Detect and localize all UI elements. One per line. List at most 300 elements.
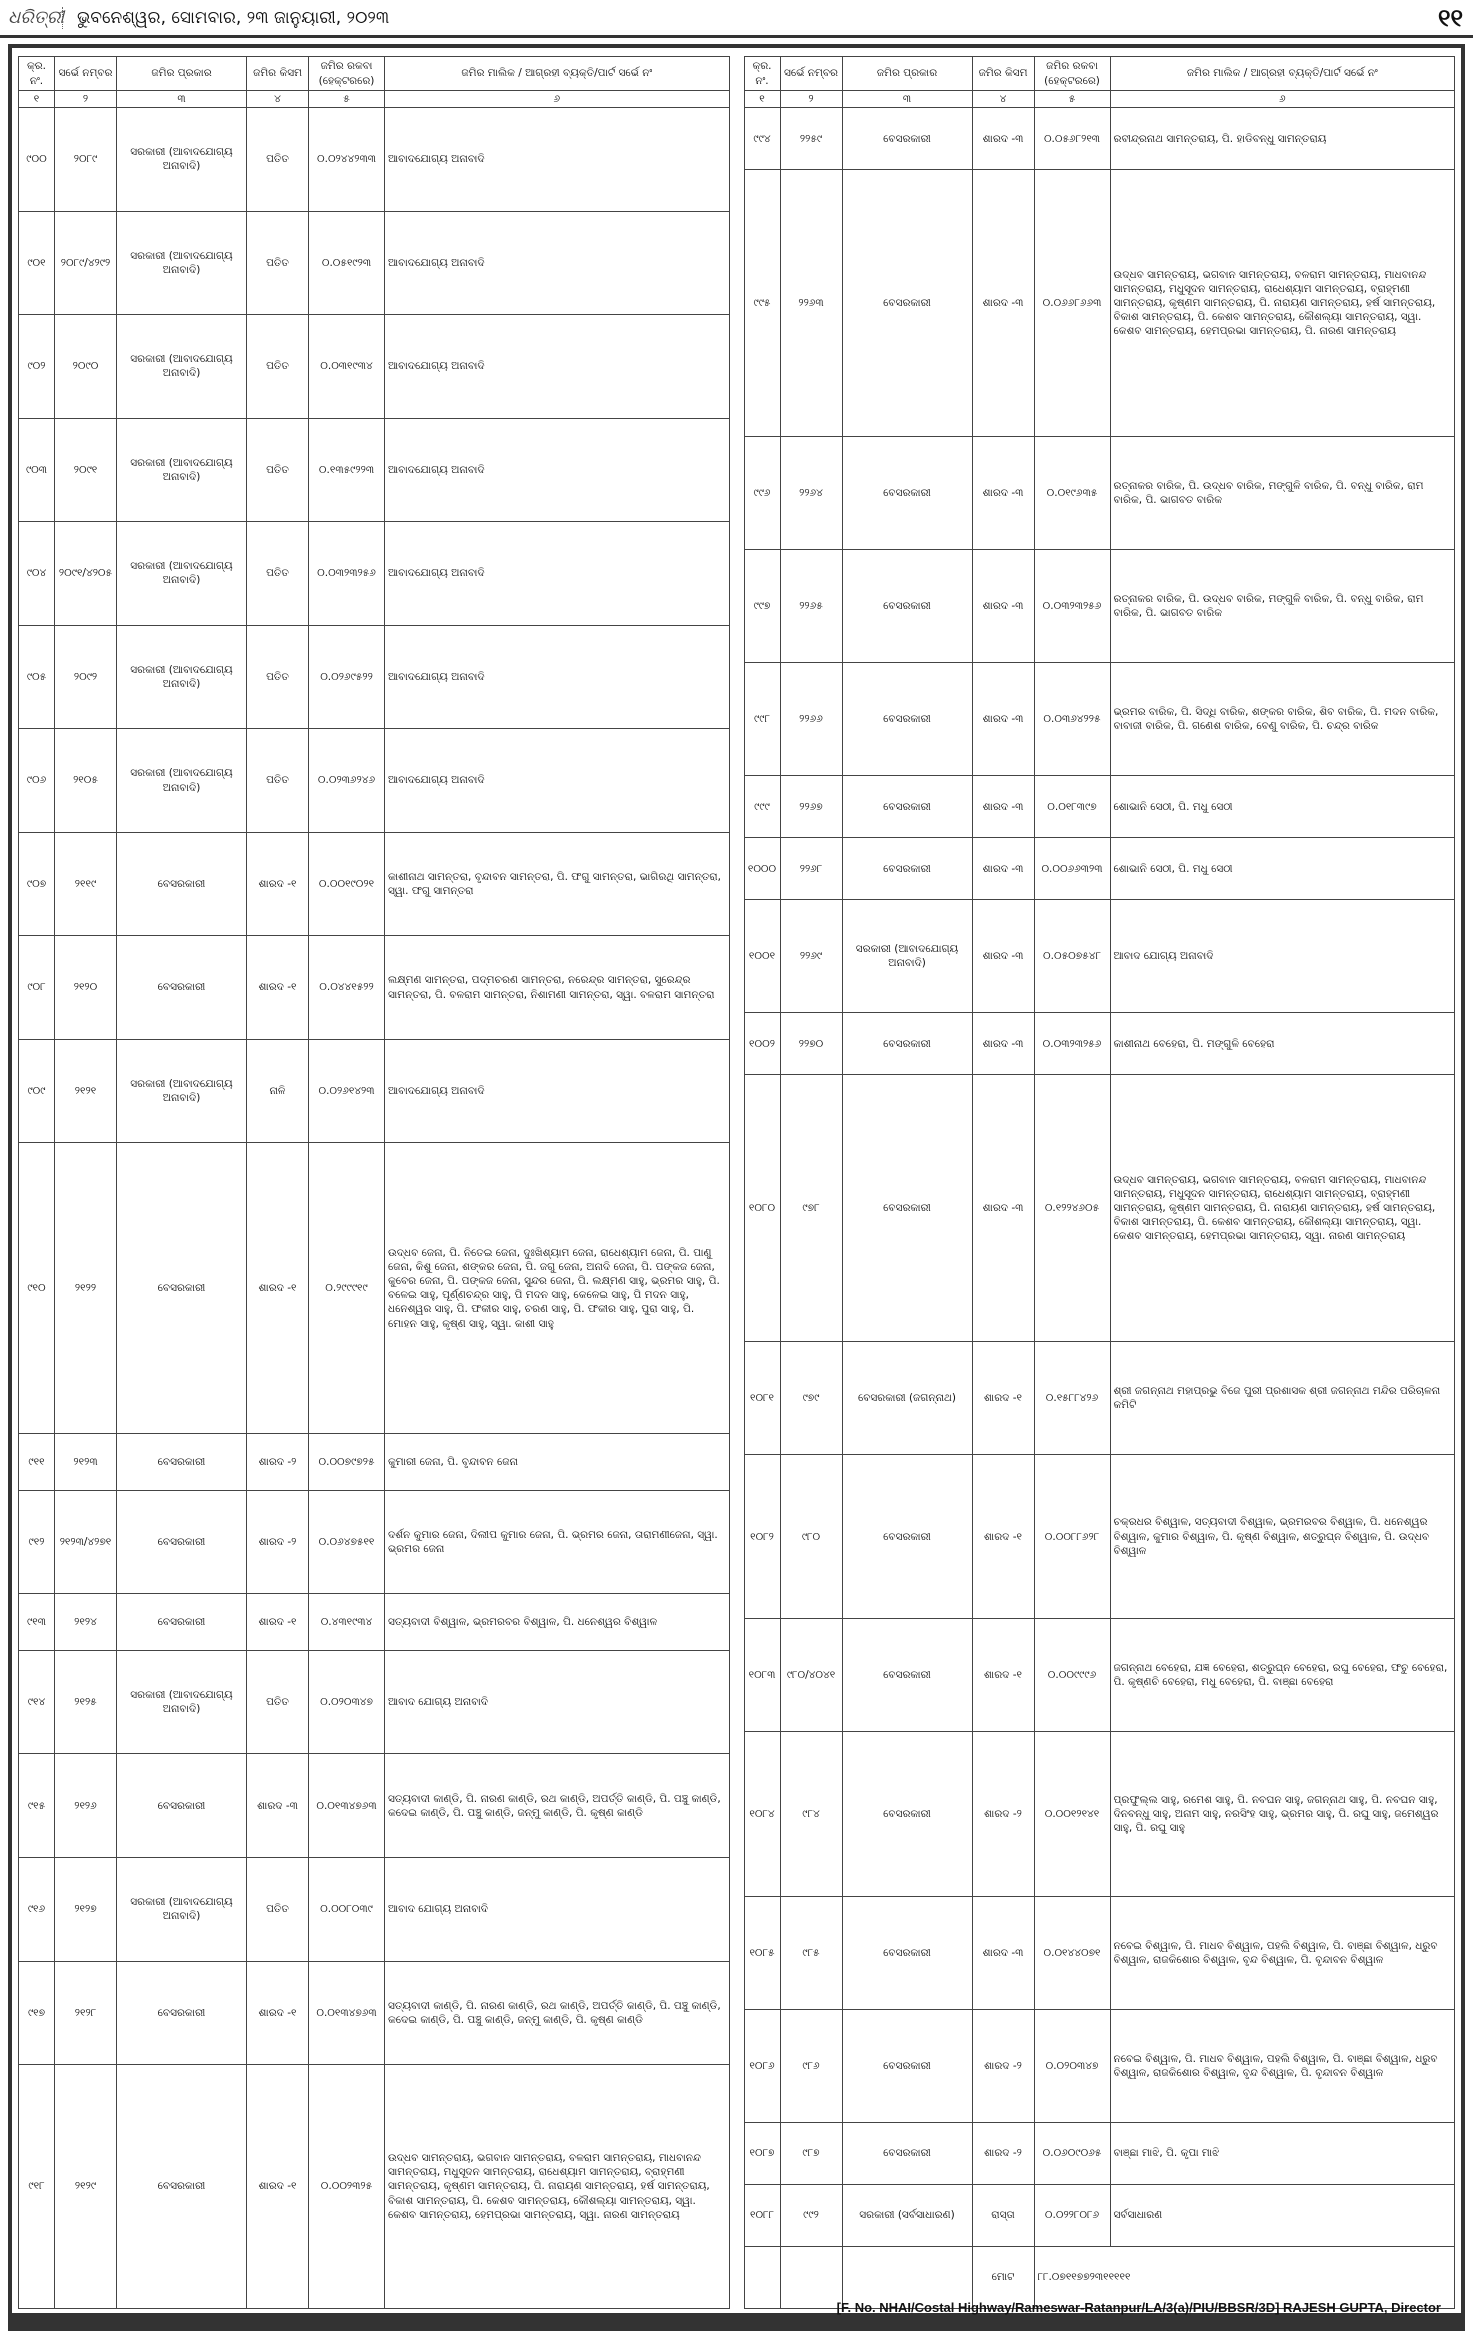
owner-names: ଆବାଦ ଯୋଗ୍ୟ ଅନାବାଦି bbox=[385, 1858, 730, 1962]
area-hectare: ୦.୦୩୨୩୨୫୬ bbox=[1034, 549, 1110, 662]
survey-no: ୨୨୫୯ bbox=[780, 108, 842, 170]
land-type: ସରକାରୀ (ଆବାଦଯୋଗ୍ୟ ଅନାବାଦି) bbox=[842, 900, 972, 1013]
area-hectare: ୦.୧୩୫୯୨୨୩ bbox=[309, 418, 385, 522]
land-class: ପତିତ bbox=[247, 1858, 309, 1962]
table-row bbox=[19, 1858, 730, 1962]
column-index: ୪ bbox=[247, 91, 309, 108]
land-class: ପତିତ bbox=[247, 211, 309, 315]
land-class: ଶାରଦ -୩ bbox=[972, 900, 1034, 1013]
land-class: ଶାରଦ -୩ bbox=[972, 170, 1034, 437]
survey-no: ୨୧୨୩ bbox=[55, 1434, 117, 1491]
blank bbox=[744, 2246, 780, 2308]
serial-no: ୯୦୬ bbox=[19, 729, 55, 833]
owner-names: ଲକ୍ଷ୍ମଣ ସାମନ୍ତରା, ପଦ୍ମଚରଣ ସାମନ୍ତରା, ନରେନ୍ଦ୍ର ସାମନ୍ତରା, ସୁରେନ୍ଦ୍ର ସାମନ୍ତରା, ପି. ବଳରାମ ସାମନ୍ତରା, ନିଶାମଣୀ ସାମନ୍ତରା, ସ୍ୱା. ବଳରାମ ସାମନ୍ତରା bbox=[385, 936, 730, 1040]
owner-names: ଶୋଭାନି ସେଠୀ, ପି. ମଧୁ ସେଠୀ bbox=[1110, 838, 1455, 900]
survey-no: ୨୨୬୪ bbox=[780, 436, 842, 549]
column-header: ଜମିର ପ୍ରକାର bbox=[117, 57, 247, 91]
land-type: ବେସରକାରୀ bbox=[842, 2009, 972, 2122]
land-class: ପତିତ bbox=[247, 108, 309, 212]
owner-names: ରତ୍ନାକର ବାରିକ, ପି. ଉଦ୍ଧବ ବାରିକ, ମଙ୍ଗୁଳି ବାରିକ, ପି. ବନ୍ଧୁ ବାରିକ, ରାମ ବାରିକ, ପି. ଭାଗବତ ବାରିକ bbox=[1110, 436, 1455, 549]
area-hectare: ୦.୦୬୬୮୬୬୩ bbox=[1034, 170, 1110, 437]
land-class: ଶାରଦ -୧ bbox=[972, 1341, 1034, 1454]
table-row bbox=[744, 663, 1455, 776]
owner-names: ଉଦ୍ଧବ ସାମନ୍ତରାୟ, ଭଗବାନ ସାମନ୍ତରାୟ, ବଳରାମ ସାମନ୍ତରାୟ, ମାଧବାନନ୍ଦ ସାମନ୍ତରାୟ, ମଧୁସୂଦନ ସାମନ୍ତରାୟ, ରାଧେଶ୍ୟାମ ସାମନ୍ତରାୟ, ବ୍ରାହ୍ମଣୀ ସାମନ୍ତରାୟ, କୃଷ୍ଣମ ସାମନ୍ତରାୟ, ପି. ନାରାୟଣ ସାମନ୍ତରାୟ, ହର୍ଷ ସାମନ୍ତରାୟ, ବିକାଶ ସାମନ୍ତରାୟ, ପି. କେଶବ ସାମନ୍ତରାୟ, କୌଶଲ୍ୟା ସାମନ୍ତରାୟ, ସ୍ୱା. କେଶବ ସାମନ୍ତରାୟ, ହେମପ୍ରଭା ସାମନ୍ତରାୟ, ସ୍ୱା. ନାରଣ ସାମନ୍ତରାୟ bbox=[385, 2065, 730, 2309]
land-class: ଶାରଦ -୩ bbox=[972, 838, 1034, 900]
survey-no: ୨୧୨୫ bbox=[55, 1650, 117, 1754]
land-class: ଶାରଦ -୩ bbox=[972, 776, 1034, 838]
owner-names: ଶୋଭାନି ସେଠୀ, ପି. ମଧୁ ସେଠୀ bbox=[1110, 776, 1455, 838]
serial-no: ୧୦୮୭ bbox=[744, 2122, 780, 2184]
serial-no: ୧୦୮୨ bbox=[744, 1455, 780, 1619]
serial-no: ୯୯୬ bbox=[744, 436, 780, 549]
column-index: ୨ bbox=[55, 91, 117, 108]
land-class: ଶାରଦ -୩ bbox=[972, 1075, 1034, 1342]
owner-names: ଦର୍ଶନ କୁମାର ଜେନା, ଦିଲୀପ କୁମାର ଜେନା, ପି. ଭ୍ରମର ଜେନା, ତାରାମଣୀଜେନା, ସ୍ୱା. ଭ୍ରମର ଜେନା bbox=[385, 1490, 730, 1594]
area-hectare: ୦.୦୩୨୩୨୫୬ bbox=[309, 522, 385, 626]
table-row bbox=[744, 1619, 1455, 1732]
land-class: ଶାରଦ -୧ bbox=[247, 1143, 309, 1434]
column-header: ଜମିର ମାଲିକ / ଆଗ୍ରହୀ ବ୍ୟକ୍ତି/ପାର୍ଟ ସର୍ଭେ ନଂ bbox=[1110, 57, 1455, 91]
column-index: ୧ bbox=[744, 91, 780, 108]
owner-names: ଆବାଦଯୋଗ୍ୟ ଅନାବାଦି bbox=[385, 418, 730, 522]
table-row bbox=[19, 1490, 730, 1594]
land-type: ସରକାରୀ (ସର୍ବସାଧାରଣ) bbox=[842, 2184, 972, 2246]
owner-names: କାଶୀନାଥ ସାମନ୍ତରା, ବୃନ୍ଦାବନ ସାମନ୍ତରା, ପି. ଫଗୁ ସାମନ୍ତରା, ଭାଗିରଥି ସାମନ୍ତରା, ସ୍ୱା. ଫଗୁ ସାମନ୍ତରା bbox=[385, 832, 730, 936]
owner-names: ସର୍ବସାଧାରଣ bbox=[1110, 2184, 1455, 2246]
land-class: ଶାରଦ -୧ bbox=[247, 1594, 309, 1651]
total-value: ୮୮.୦୭୧୧୭୭୨୩୧୧୧୧୧ bbox=[1034, 2246, 1455, 2308]
column-header: ଜମିର ରକବା (ହେକ୍ଟରରେ) bbox=[1034, 57, 1110, 91]
serial-no: ୯୯୭ bbox=[744, 549, 780, 662]
land-type: ସରକାରୀ (ଆବାଦଯୋଗ୍ୟ ଅନାବାଦି) bbox=[117, 1858, 247, 1962]
land-class: ଶାରଦ -୩ bbox=[972, 108, 1034, 170]
land-class: ଶାରଦ -୨ bbox=[972, 2122, 1034, 2184]
serial-no: ୧୦୦୧ bbox=[744, 900, 780, 1013]
land-class: ଶାରଦ -୧ bbox=[247, 936, 309, 1040]
owner-names: ରବୀନ୍ଦ୍ରନାଥ ସାମନ୍ତରାୟ, ପି. ହାଡିବନ୍ଧୁ ସାମନ୍ତରାୟ bbox=[1110, 108, 1455, 170]
land-type: ବେସରକାରୀ bbox=[842, 838, 972, 900]
table-row bbox=[19, 1754, 730, 1858]
owner-names: ସତ୍ୟବାଦୀ ବିଶ୍ୱାଳ, ଭ୍ରମରବର ବିଶ୍ୱାଳ, ପି. ଧନେଶ୍ୱର ବିଶ୍ୱାଳ bbox=[385, 1594, 730, 1651]
owner-names: ଚକ୍ରଧର ବିଶ୍ୱାଳ, ସତ୍ୟବାଦୀ ବିଶ୍ୱାଳ, ଭ୍ରମରବର ବିଶ୍ୱାଳ, ପି. ଧନେଶ୍ୱର ବିଶ୍ୱାଳ, କୁମାର ବିଶ୍ୱାଳ, ପି. କୃଷ୍ଣ ବିଶ୍ୱାଳ, ଶତ୍ରୁଘ୍ନ ବିଶ୍ୱାଳ, ପି. ଉଦ୍ଧବ ବିଶ୍ୱାଳ bbox=[1110, 1455, 1455, 1619]
notice-frame bbox=[8, 44, 1465, 2331]
land-class: ପତିତ bbox=[247, 418, 309, 522]
area-hectare: ୦.୦୪୪୧୫୨୨ bbox=[309, 936, 385, 1040]
area-hectare: ୦.୦୨୬୯୫୨୨ bbox=[309, 625, 385, 729]
land-type: ବେସରକାରୀ bbox=[842, 108, 972, 170]
survey-no: ୯୮୬ bbox=[780, 2009, 842, 2122]
serial-no: ୯୦୩ bbox=[19, 418, 55, 522]
land-class: ଶାରଦ -୩ bbox=[247, 1754, 309, 1858]
area-hectare: ୦.୦୨୨୮୦୮୬ bbox=[1034, 2184, 1110, 2246]
column-header: ଜମିର ପ୍ରକାର bbox=[842, 57, 972, 91]
area-hectare: ୦.୦୦୨୩୨୫ bbox=[309, 2065, 385, 2309]
owner-names: ରତ୍ନାକର ବାରିକ, ପି. ଉଦ୍ଧବ ବାରିକ, ମଙ୍ଗୁଳି ବାରିକ, ପି. ବନ୍ଧୁ ବାରିକ, ରାମ ବାରିକ, ପି. ଭାଗବତ ବାରିକ bbox=[1110, 549, 1455, 662]
serial-no: ୯୯୯ bbox=[744, 776, 780, 838]
survey-no: ୨୧୨୬ bbox=[55, 1754, 117, 1858]
table-row bbox=[744, 549, 1455, 662]
owner-names: ଆବାଦଯୋଗ୍ୟ ଅନାବାଦି bbox=[385, 1039, 730, 1143]
header-row bbox=[19, 57, 730, 91]
owner-names: କାଶୀନାଥ ବେହେରା, ପି. ମଙ୍ଗୁଳି ବେହେରା bbox=[1110, 1013, 1455, 1075]
area-hectare: ୦.୦୫୦୭୫୪୮ bbox=[1034, 900, 1110, 1013]
owner-names: ଆବାଦଯୋଗ୍ୟ ଅନାବାଦି bbox=[385, 315, 730, 419]
land-type: ସରକାରୀ (ଆବାଦଯୋଗ୍ୟ ଅନାବାଦି) bbox=[117, 211, 247, 315]
land-type: ବେସରକାରୀ bbox=[117, 1143, 247, 1434]
table-row bbox=[744, 108, 1455, 170]
table-row bbox=[744, 900, 1455, 1013]
table-row bbox=[19, 2065, 730, 2309]
column-header: ଜମିର କିସମ bbox=[972, 57, 1034, 91]
land-class: ଶାରଦ -୩ bbox=[972, 549, 1034, 662]
area-hectare: ୦.୦୫୧୯୨୩ bbox=[309, 211, 385, 315]
serial-no: ୯୯୮ bbox=[744, 663, 780, 776]
serial-no: ୯୯୪ bbox=[744, 108, 780, 170]
land-class: ଶାରଦ -୨ bbox=[247, 1490, 309, 1594]
owner-names: ବାଞ୍ଛା ମାଝି, ପି. କୃପା ମାଝି bbox=[1110, 2122, 1455, 2184]
serial-no: ୯୦୨ bbox=[19, 315, 55, 419]
survey-no: ୨୧୨୯ bbox=[55, 2065, 117, 2309]
land-type: ବେସରକାରୀ bbox=[117, 936, 247, 1040]
land-type: ବେସରକାରୀ bbox=[117, 1434, 247, 1491]
survey-no: ୨୨୬୯ bbox=[780, 900, 842, 1013]
table-row bbox=[744, 776, 1455, 838]
table-row bbox=[19, 522, 730, 626]
serial-no: ୧୦୮୮ bbox=[744, 2184, 780, 2246]
land-type: ବେସରକାରୀ bbox=[117, 1754, 247, 1858]
owner-names: ଉଦ୍ଧବ ଜେନା, ପି. ନିତେଇ ଜେନା, ଦୁଃଖିଶ୍ୟାମ ଜେନା, ରାଧେଶ୍ୟାମ ଜେନା, ପି. ପାଣୁ ଜେନା, କିଶୁ ଜେନା, ଶଙ୍କର ଜେନା, ପି. ଜଗୁ ଜେନା, ଅନାଦି ଜେନା, ପି. ପଙ୍କଜ ଜେନା, କୁବେର ଜେନା, ପି. ପଙ୍କଜ ଜେନା, ସୁନ୍ଦର ଜେନା, ପି. ଲକ୍ଷ୍ମଣ ସାହୁ, ଭ୍ରମର ସାହୁ, ପି. ବଳେଇ ସାହୁ, ପୂର୍ଣ୍ଣଚନ୍ଦ୍ର ସାହୁ, ପି ମଦନ ସାହୁ, କେଳେଇ ସାହୁ, ପି ମଦନ ସାହୁ, ଧନେଶ୍ୱର ସାହୁ, ପି. ଫକୀର ସାହୁ, ଚରଣ ସାହୁ, ପି. ଫକୀର ସାହୁ, ପୁରା ସାହୁ, ପି. ମୋହନ ସାହୁ, କୃଷ୍ଣ ସାହୁ, ସ୍ୱା. କାଶୀ ସାହୁ bbox=[385, 1143, 730, 1434]
land-class: ଶାରଦ -୩ bbox=[972, 436, 1034, 549]
land-type: ସରକାରୀ (ଆବାଦଯୋଗ୍ୟ ଅନାବାଦି) bbox=[117, 108, 247, 212]
land-type: ସରକାରୀ (ଆବାଦଯୋଗ୍ୟ ଅନାବାଦି) bbox=[117, 522, 247, 626]
masthead bbox=[0, 0, 1473, 38]
land-type: ବେସରକାରୀ bbox=[842, 549, 972, 662]
serial-no: ୧୦୮୪ bbox=[744, 1732, 780, 1896]
table-row bbox=[744, 2122, 1455, 2184]
survey-no: ୨୧୧୯ bbox=[55, 832, 117, 936]
column-index: ୨ bbox=[780, 91, 842, 108]
survey-no: ୨୨୬୮ bbox=[780, 838, 842, 900]
land-type: ବେସରକାରୀ bbox=[117, 1490, 247, 1594]
area-hectare: ୦.୦୨୬୧୪୨୩ bbox=[309, 1039, 385, 1143]
owner-names: ସତ୍ୟବାଦୀ କାଣ୍ଡି, ପି. ନାରଣ କାଣ୍ଡି, ରଥ କାଣ୍ଡି, ଅପର୍ତ୍ତି କାଣ୍ଡି, ପି. ପଞ୍ଚୁ କାଣ୍ଡି, କଦେଇ କାଣ୍ଡି, ପି. ପଞ୍ଚୁ କାଣ୍ଡି, ଜନ୍ମୁ କାଣ୍ଡି, ପି. କୃଷ୍ଣ କାଣ୍ଡି bbox=[385, 1961, 730, 2065]
area-hectare: ୦.୦୨୦୩୪୭ bbox=[309, 1650, 385, 1754]
column-index-row bbox=[19, 91, 730, 108]
land-type: ସରକାରୀ (ଆବାଦଯୋଗ୍ୟ ଅନାବାଦି) bbox=[117, 315, 247, 419]
table-row bbox=[19, 832, 730, 936]
owner-names: ଉଦ୍ଧବ ସାମନ୍ତରାୟ, ଭଗବାନ ସାମନ୍ତରାୟ, ବଳରାମ ସାମନ୍ତରାୟ, ମାଧବାନନ୍ଦ ସାମନ୍ତରାୟ, ମଧୁସୂଦନ ସାମନ୍ତରାୟ, ରାଧେଶ୍ୟାମ ସାମନ୍ତରାୟ, ବ୍ରାହ୍ମଣୀ ସାମନ୍ତରାୟ, କୃଷ୍ଣମ ସାମନ୍ତରାୟ, ପି. ନାରାୟଣ ସାମନ୍ତରାୟ, ହର୍ଷ ସାମନ୍ତରାୟ, ବିକାଶ ସାମନ୍ତରାୟ, ପି. କେଶବ ସାମନ୍ତରାୟ, କୌଶଲ୍ୟା ସାମନ୍ତରାୟ, ସ୍ୱା. କେଶବ ସାମନ୍ତରାୟ, ହେମପ୍ରଭା ସାମନ୍ତରାୟ, ସ୍ୱା. ନାରଣ ସାମନ୍ତରାୟ bbox=[1110, 1075, 1455, 1342]
land-type: ବେସରକାରୀ bbox=[117, 2065, 247, 2309]
serial-no: ୯୦୧ bbox=[19, 211, 55, 315]
survey-no: ୨୧୨୩/୪୨୭୧ bbox=[55, 1490, 117, 1594]
survey-no: ୨୨୭୦ bbox=[780, 1013, 842, 1075]
land-type: ସରକାରୀ (ଆବାଦଯୋଗ୍ୟ ଅନାବାଦି) bbox=[117, 625, 247, 729]
table-row bbox=[744, 1341, 1455, 1454]
owner-names: ଜଗନ୍ନାଥ ବେହେରା, ଯଜ୍ଞ ବେହେରା, ଶତ୍ରୁଘ୍ନ ବେହେରା, ରଘୁ ବେହେରା, ଫଚୁ ବେହେରା, ପି. କୃଷ୍ଣଚି ବେହେରା, ମଧୁ ବେହେରା, ପି. ବାଞ୍ଛା ବେହେରା bbox=[1110, 1619, 1455, 1732]
page-number: ୧୧ bbox=[1437, 4, 1463, 32]
land-type: ବେସରକାରୀ bbox=[842, 1455, 972, 1619]
area-hectare: ୦.୦୦୯୯୯୬ bbox=[1034, 1619, 1110, 1732]
survey-no: ୯୮୦ bbox=[780, 1455, 842, 1619]
header-row bbox=[744, 57, 1455, 91]
land-type: ବେସରକାରୀ bbox=[842, 776, 972, 838]
serial-no: ୯୧୫ bbox=[19, 1754, 55, 1858]
serial-no: ୧୦୦୦ bbox=[744, 838, 780, 900]
land-type: ବେସରକାରୀ bbox=[842, 170, 972, 437]
owner-names: ନବେଇ ବିଶ୍ୱାଳ, ପି. ମାଧବ ବିଶ୍ୱାଳ, ପହଲି ବିଶ୍ୱାଳ, ପି. ବାଞ୍ଛା ବିଶ୍ୱାଳ, ଧ୍ରୁବ ବିଶ୍ୱାଳ, ରାଜକିଶୋର ବିଶ୍ୱାଳ, ବୃନ୍ଦ ବିଶ୍ୱାଳ, ପି. ବୃନ୍ଦାବନ ବିଶ୍ୱାଳ bbox=[1110, 1896, 1455, 2009]
serial-no: ୧୦୮୧ bbox=[744, 1341, 780, 1454]
table-row bbox=[744, 1896, 1455, 2009]
area-hectare: ୦.୦୨୩୬୨୪୬ bbox=[309, 729, 385, 833]
area-hectare: ୦.୦୦୭୯୭୨୫ bbox=[309, 1434, 385, 1491]
land-type: ବେସରକାରୀ bbox=[117, 1961, 247, 2065]
owner-names: ଆବାଦ ଯୋଗ୍ୟ ଅନାବାଦି bbox=[385, 1650, 730, 1754]
land-type: ବେସରକାରୀ bbox=[842, 663, 972, 776]
owner-names: କୁମାରୀ ଜେନା, ପି. ବୃନ୍ଦାବନ ଜେନା bbox=[385, 1434, 730, 1491]
total-label: ମୋଟ bbox=[972, 2246, 1034, 2308]
table-row bbox=[744, 2009, 1455, 2122]
column-header: ଜମିର ମାଲିକ / ଆଗ୍ରହୀ ବ୍ୟକ୍ତି/ପାର୍ଟ ସର୍ଭେ ନଂ bbox=[385, 57, 730, 91]
survey-no: ୨୦୯୨ bbox=[55, 625, 117, 729]
land-class: ପତିତ bbox=[247, 729, 309, 833]
survey-no: ୨୨୬୭ bbox=[780, 776, 842, 838]
table-row bbox=[19, 1039, 730, 1143]
column-index: ୫ bbox=[309, 91, 385, 108]
land-type: ବେସରକାରୀ bbox=[842, 1075, 972, 1342]
land-class: ପତିତ bbox=[247, 1650, 309, 1754]
survey-no: ୯୭୯ bbox=[780, 1341, 842, 1454]
land-class: ଶାରଦ -୨ bbox=[972, 1732, 1034, 1896]
area-hectare: ୦.୦୧୩୪୭୬୩ bbox=[309, 1754, 385, 1858]
land-type: ବେସରକାରୀ bbox=[842, 1732, 972, 1896]
column-index: ୩ bbox=[117, 91, 247, 108]
serial-no: ୯୧୧ bbox=[19, 1434, 55, 1491]
serial-no: ୯୦୦ bbox=[19, 108, 55, 212]
owner-names: ଆବାଦଯୋଗ୍ୟ ଅନାବାଦି bbox=[385, 522, 730, 626]
column-header: ଜମିର ରକବା (ହେକ୍ଟରରେ) bbox=[309, 57, 385, 91]
land-type: ବେସରକାରୀ bbox=[842, 1013, 972, 1075]
land-class: ରାସ୍ତା bbox=[972, 2184, 1034, 2246]
area-hectare: ୦.୦୨୪୪୨୩୩ bbox=[309, 108, 385, 212]
table-row bbox=[19, 211, 730, 315]
table-row bbox=[19, 1434, 730, 1491]
survey-no: ୨୦୯୧ bbox=[55, 418, 117, 522]
serial-no: ୧୦୮୩ bbox=[744, 1619, 780, 1732]
survey-no: ୯୯୨ bbox=[780, 2184, 842, 2246]
owner-names: ପ୍ରଫୁଲ୍ଲ ସାହୁ, ରମେଶ ସାହୁ, ପି. ନବଘନ ସାହୁ, ଜଗନ୍ନାଥ ସାହୁ, ପି. ନବଘନ ସାହୁ, ଦିନବନ୍ଧୁ ସାହୁ, ଅନାମ ସାହୁ, ନରସିଂହ ସାହୁ, ଭ୍ରମର ସାହୁ, ପି. ରଘୁ ସାହୁ, ଜମେଶ୍ୱର ସାହୁ, ପି. ରଘୁ ସାହୁ bbox=[1110, 1732, 1455, 1896]
serial-no: ୯୧୦ bbox=[19, 1143, 55, 1434]
land-type: ସରକାରୀ (ଆବାଦଯୋଗ୍ୟ ଅନାବାଦି) bbox=[117, 1039, 247, 1143]
owner-names: ସତ୍ୟବାଦୀ କାଣ୍ଡି, ପି. ନାରଣ କାଣ୍ଡି, ରଥ କାଣ୍ଡି, ଅପର୍ତ୍ତି କାଣ୍ଡି, ପି. ପଞ୍ଚୁ କାଣ୍ଡି, କଦେଇ କାଣ୍ଡି, ପି. ପଞ୍ଚୁ କାଣ୍ଡି, ଜନ୍ମୁ କାଣ୍ଡି, ପି. କୃଷ୍ଣ କାଣ୍ଡି bbox=[385, 1754, 730, 1858]
owner-names: ଭ୍ରମର ବାରିକ, ପି. ସିଦ୍ଧି ବାରିକ, ଶଙ୍କର ବାରିକ, ଶିବ ବାରିକ, ପି. ମଦନ ବାରିକ, ବାବାଜୀ ବାରିକ, ପି. ଗଣେଶ ବାରିକ, ବେଣୁ ବାରିକ, ପି. ଚନ୍ଦ୍ର ବାରିକ bbox=[1110, 663, 1455, 776]
survey-no: ୯୮୫ bbox=[780, 1896, 842, 2009]
land-type: ବେସରକାରୀ bbox=[842, 1896, 972, 2009]
table-row bbox=[19, 729, 730, 833]
land-class: ଶାରଦ -୧ bbox=[247, 2065, 309, 2309]
divider bbox=[62, 7, 63, 29]
land-class: ଶାରଦ -୨ bbox=[247, 1434, 309, 1491]
table-row bbox=[744, 838, 1455, 900]
table-row bbox=[744, 2184, 1455, 2246]
column-index-row bbox=[744, 91, 1455, 108]
area-hectare: ୦.୦୨୦୩୪୭ bbox=[1034, 2009, 1110, 2122]
table-row bbox=[19, 936, 730, 1040]
table-row bbox=[744, 1732, 1455, 1896]
land-class: ନାଳି bbox=[247, 1039, 309, 1143]
table-row bbox=[19, 1961, 730, 2065]
owner-names: ଆବାଦ ଯୋଗ୍ୟ ଅନାବାଦି bbox=[1110, 900, 1455, 1013]
column-index: ୬ bbox=[385, 91, 730, 108]
land-class: ଶାରଦ -୧ bbox=[247, 832, 309, 936]
column-header: ଜମିର କିସମ bbox=[247, 57, 309, 91]
column-header: ସର୍ଭେ ନମ୍ବର bbox=[780, 57, 842, 91]
land-class: ଶାରଦ -୧ bbox=[972, 1619, 1034, 1732]
left-column bbox=[18, 56, 730, 2309]
owner-names: ଉଦ୍ଧବ ସାମନ୍ତରାୟ, ଭଗବାନ ସାମନ୍ତରାୟ, ବଳରାମ ସାମନ୍ତରାୟ, ମାଧବାନନ୍ଦ ସାମନ୍ତରାୟ, ମଧୁସୂଦନ ସାମନ୍ତରାୟ, ରାଧେଶ୍ୟାମ ସାମନ୍ତରାୟ, ବ୍ରାହ୍ମଣୀ ସାମନ୍ତରାୟ, କୃଷ୍ଣମ ସାମନ୍ତରାୟ, ପି. ନାରାୟଣ ସାମନ୍ତରାୟ, ହର୍ଷ ସାମନ୍ତରାୟ, ବିକାଶ ସାମନ୍ତରାୟ, ପି. କେଶବ ସାମନ୍ତରାୟ, କୌଶଲ୍ୟା ସାମନ୍ତରାୟ, ସ୍ୱା. କେଶବ ସାମନ୍ତରାୟ, ହେମପ୍ରଭା ସାମନ୍ତରାୟ, ପି. ନାରଣ ସାମନ୍ତରାୟ bbox=[1110, 170, 1455, 437]
table-row bbox=[744, 1455, 1455, 1619]
survey-no: ୨୧୨୪ bbox=[55, 1594, 117, 1651]
owner-names: ଆବାଦଯୋଗ୍ୟ ଅନାବାଦି bbox=[385, 729, 730, 833]
owner-names: ଶ୍ରୀ ଜଗନ୍ନାଥ ମହାପ୍ରଭୁ ବିଜେ ପୁରୀ ପ୍ରଶାସକ ଶ୍ରୀ ଜଗନ୍ନାଥ ମନ୍ଦିର ପରିଚାଳନା କମିଟି bbox=[1110, 1341, 1455, 1454]
area-hectare: ୦.୦୬୪୭୫୧୧ bbox=[309, 1490, 385, 1594]
serial-no: ୯୧୭ bbox=[19, 1961, 55, 2065]
owner-names: ଆବାଦଯୋଗ୍ୟ ଅନାବାଦି bbox=[385, 211, 730, 315]
land-type: ବେସରକାରୀ bbox=[842, 436, 972, 549]
serial-no: ୧୦୦୨ bbox=[744, 1013, 780, 1075]
serial-no: ୯୯୫ bbox=[744, 170, 780, 437]
serial-no: ୯୧୮ bbox=[19, 2065, 55, 2309]
serial-no: ୯୧୬ bbox=[19, 1858, 55, 1962]
survey-no: ୨୨୬୩ bbox=[780, 170, 842, 437]
column-index: ୧ bbox=[19, 91, 55, 108]
area-hectare: ୦.୧୨୨୪୬୦୫ bbox=[1034, 1075, 1110, 1342]
owner-names: ଆବାଦଯୋଗ୍ୟ ଅନାବାଦି bbox=[385, 108, 730, 212]
survey-no: ୨୧୨୨ bbox=[55, 1143, 117, 1434]
serial-no: ୯୦୮ bbox=[19, 936, 55, 1040]
area-hectare: ୦.୦୧୩୪୭୬୩ bbox=[309, 1961, 385, 2065]
table-row bbox=[744, 170, 1455, 437]
land-type: ବେସରକାରୀ bbox=[117, 1594, 247, 1651]
serial-no: ୯୦୯ bbox=[19, 1039, 55, 1143]
column-index: ୬ bbox=[1110, 91, 1455, 108]
serial-no: ୧୦୮୦ bbox=[744, 1075, 780, 1342]
serial-no: ୯୧୩ bbox=[19, 1594, 55, 1651]
table-row bbox=[19, 108, 730, 212]
survey-no: ୨୧୨୦ bbox=[55, 936, 117, 1040]
area-hectare: ୦.୦୦୧୯୦୨୧ bbox=[309, 832, 385, 936]
serial-no: ୯୧୪ bbox=[19, 1650, 55, 1754]
area-hectare: ୦.୦୫୬୮୨୧୩ bbox=[1034, 108, 1110, 170]
land-class: ଶାରଦ -୩ bbox=[972, 663, 1034, 776]
area-hectare: ୦.୦୩୧୯୩୪ bbox=[309, 315, 385, 419]
survey-no: ୨୨୬୫ bbox=[780, 549, 842, 662]
area-hectare: ୦.୦୩୬୪୨୨୫ bbox=[1034, 663, 1110, 776]
table-row bbox=[19, 418, 730, 522]
survey-no: ୨୦୮୯/୪୨୯୨ bbox=[55, 211, 117, 315]
land-table-left bbox=[18, 56, 730, 2309]
table-row bbox=[744, 436, 1455, 549]
land-type: ବେସରକାରୀ bbox=[117, 832, 247, 936]
area-hectare: ୦.୦୧୮୩୯୭ bbox=[1034, 776, 1110, 838]
column-header: କ୍ର. ନଂ. bbox=[744, 57, 780, 91]
land-class: ପତିତ bbox=[247, 522, 309, 626]
area-hectare: ୦.୦୬୦୯୦୬୫ bbox=[1034, 2122, 1110, 2184]
land-type: ସରକାରୀ (ଆବାଦଯୋଗ୍ୟ ଅନାବାଦି) bbox=[117, 1650, 247, 1754]
survey-no: ୨୧୨୭ bbox=[55, 1858, 117, 1962]
survey-no: ୯୮୭ bbox=[780, 2122, 842, 2184]
survey-no: ୯୮୦/୪୦୪୧ bbox=[780, 1619, 842, 1732]
area-hectare: ୦.୦୦୧୨୧୪୧ bbox=[1034, 1732, 1110, 1896]
column-index: ୩ bbox=[842, 91, 972, 108]
right-column bbox=[744, 56, 1456, 2309]
survey-no: ୨୧୦୫ bbox=[55, 729, 117, 833]
land-type: ବେସରକାରୀ (ଜଗନ୍ନାଥ) bbox=[842, 1341, 972, 1454]
land-type: ବେସରକାରୀ bbox=[842, 1619, 972, 1732]
dateline: ଭୁବନେଶ୍ୱର, ସୋମବାର, ୨୩ ଜାନୁୟାରୀ, ୨୦୨୩ bbox=[77, 7, 390, 28]
land-class: ପତିତ bbox=[247, 625, 309, 729]
survey-no: ୯୭୮ bbox=[780, 1075, 842, 1342]
land-class: ଶାରଦ -୩ bbox=[972, 1013, 1034, 1075]
area-hectare: ୦.୦୧୪୪୦୭୧ bbox=[1034, 1896, 1110, 2009]
serial-no: ୯୦୫ bbox=[19, 625, 55, 729]
serial-no: ୯୦୪ bbox=[19, 522, 55, 626]
serial-no: ୧୦୮୬ bbox=[744, 2009, 780, 2122]
serial-no: ୯୧୨ bbox=[19, 1490, 55, 1594]
land-class: ଶାରଦ -୩ bbox=[972, 1896, 1034, 2009]
land-table-right bbox=[744, 56, 1456, 2309]
land-class: ଶାରଦ -୧ bbox=[972, 1455, 1034, 1619]
land-type: ବେସରକାରୀ bbox=[842, 2122, 972, 2184]
area-hectare: ୦.୦୦୬୬୩୨୩ bbox=[1034, 838, 1110, 900]
table-row bbox=[19, 1650, 730, 1754]
land-class: ପତିତ bbox=[247, 315, 309, 419]
column-index: ୫ bbox=[1034, 91, 1110, 108]
area-hectare: ୦.୦୧୯୬୩୫ bbox=[1034, 436, 1110, 549]
blank bbox=[780, 2246, 842, 2308]
area-hectare: ୦.୨୯୯୯୧୯ bbox=[309, 1143, 385, 1434]
survey-no: ୯୮୪ bbox=[780, 1732, 842, 1896]
newspaper-logo: ଧରିତ୍ରୀ bbox=[8, 7, 65, 28]
notice-footer: [F. No. NHAI/Costal Highway/Rameswar-Ratanpur/LA/3(a)/PIU/BBSR/3D] RAJESH GUPTA, Director bbox=[836, 2300, 1441, 2315]
area-hectare: ୦.୪୩୧୯୩୪ bbox=[309, 1594, 385, 1651]
area-hectare: ୦.୦୦୮୮୬୨୮ bbox=[1034, 1455, 1110, 1619]
owner-names: ନବେଇ ବିଶ୍ୱାଳ, ପି. ମାଧବ ବିଶ୍ୱାଳ, ପହଲି ବିଶ୍ୱାଳ, ପି. ବାଞ୍ଛା ବିଶ୍ୱାଳ, ଧ୍ରୁବ ବିଶ୍ୱାଳ, ରାଜକିଶୋର ବିଶ୍ୱାଳ, ବୃନ୍ଦ ବିଶ୍ୱାଳ, ପି. ବୃନ୍ଦାବନ ବିଶ୍ୱାଳ bbox=[1110, 2009, 1455, 2122]
area-hectare: ୦.୦୩୨୩୨୫୬ bbox=[1034, 1013, 1110, 1075]
survey-no: ୨୦୯୦ bbox=[55, 315, 117, 419]
serial-no: ୯୦୭ bbox=[19, 832, 55, 936]
serial-no: ୧୦୮୫ bbox=[744, 1896, 780, 2009]
table-row bbox=[19, 625, 730, 729]
land-type: ସରକାରୀ (ଆବାଦଯୋଗ୍ୟ ଅନାବାଦି) bbox=[117, 729, 247, 833]
land-class: ଶାରଦ -୧ bbox=[247, 1961, 309, 2065]
table-row bbox=[19, 315, 730, 419]
area-hectare: ୦.୧୫୮୮୪୨୬ bbox=[1034, 1341, 1110, 1454]
column-header: ସର୍ଭେ ନମ୍ବର bbox=[55, 57, 117, 91]
survey-no: ୨୧୨୮ bbox=[55, 1961, 117, 2065]
table-row bbox=[19, 1143, 730, 1434]
survey-no: ୨୦୯୧/୪୨୦୫ bbox=[55, 522, 117, 626]
land-type: ସରକାରୀ (ଆବାଦଯୋଗ୍ୟ ଅନାବାଦି) bbox=[117, 418, 247, 522]
table-row bbox=[19, 1594, 730, 1651]
table-row bbox=[744, 1075, 1455, 1342]
owner-names: ଆବାଦଯୋଗ୍ୟ ଅନାବାଦି bbox=[385, 625, 730, 729]
column-header: କ୍ର. ନଂ. bbox=[19, 57, 55, 91]
table-row bbox=[744, 1013, 1455, 1075]
land-class: ଶାରଦ -୨ bbox=[972, 2009, 1034, 2122]
area-hectare: ୦.୦୦୮୦୩୯ bbox=[309, 1858, 385, 1962]
column-index: ୪ bbox=[972, 91, 1034, 108]
survey-no: ୨୨୬୬ bbox=[780, 663, 842, 776]
